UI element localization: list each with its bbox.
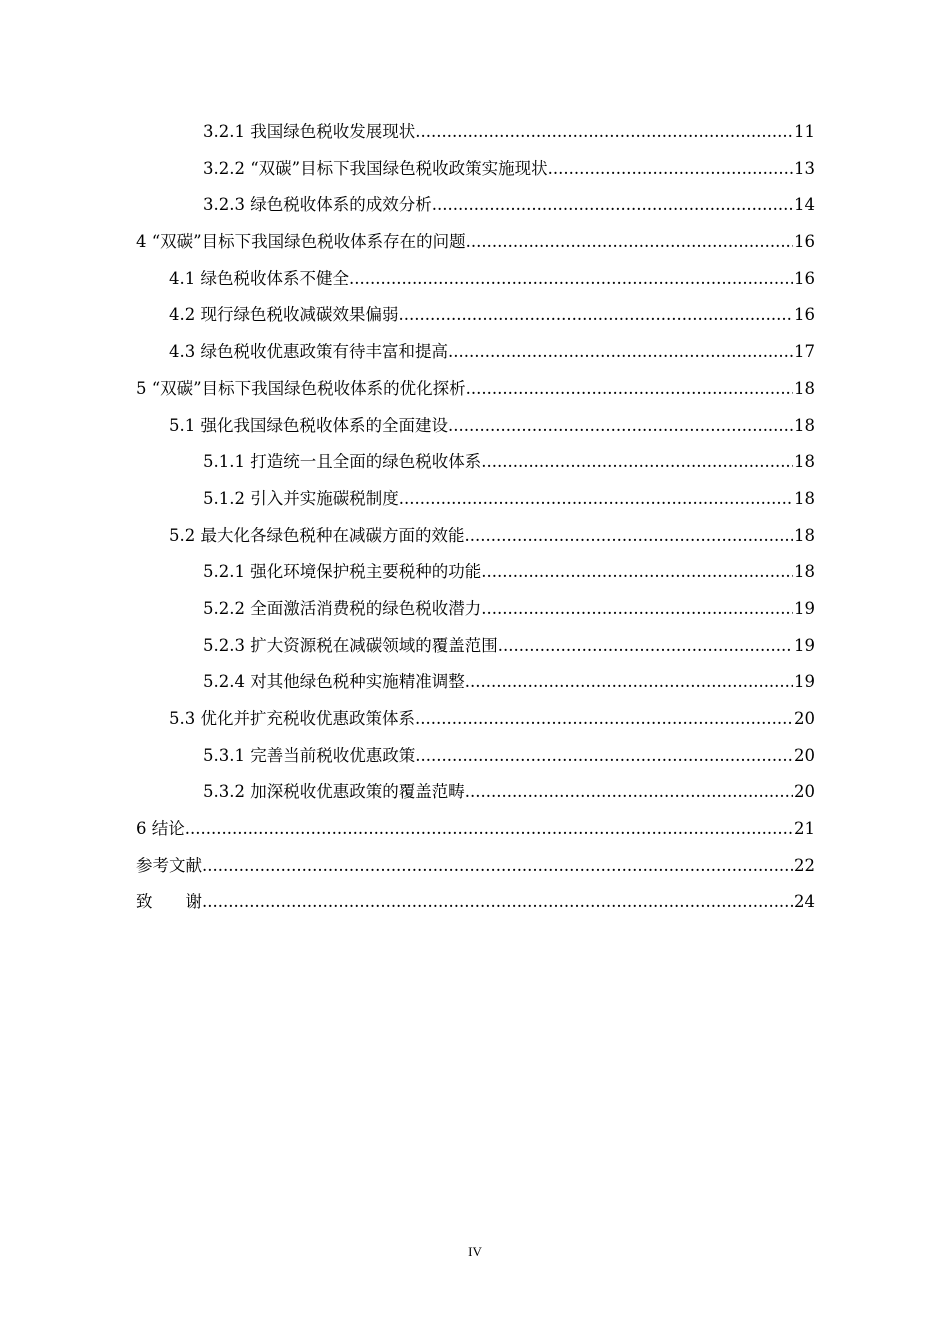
toc-entry-title: 3.2.2 “双碳”目标下我国绿色税收政策实施现状 — [203, 158, 548, 178]
toc-entry[interactable] — [136, 371, 815, 408]
dot-leader — [466, 224, 793, 261]
toc-entry-page: 18 — [794, 378, 815, 398]
dot-leader — [415, 701, 793, 738]
toc-entry-title: 4 “双碳”目标下我国绿色税收体系存在的问题 — [136, 232, 466, 252]
dot-leader — [481, 444, 793, 481]
toc-entry[interactable] — [136, 848, 815, 885]
dot-leader — [185, 811, 793, 848]
toc-entry[interactable] — [136, 114, 815, 151]
toc-entry-page: 18 — [794, 562, 815, 582]
toc-entry[interactable] — [136, 444, 815, 481]
toc-entry[interactable] — [136, 701, 815, 738]
toc-entry-page: 22 — [794, 855, 815, 875]
toc-entry-title: 4.1 绿色税收体系不健全 — [169, 268, 349, 288]
toc-entry-page: 18 — [794, 525, 815, 545]
toc-entry-page: 18 — [794, 488, 815, 508]
toc-entry-title: 致 谢 — [136, 892, 202, 912]
dot-leader — [399, 481, 793, 518]
toc-entry[interactable] — [136, 408, 815, 445]
dot-leader — [481, 554, 793, 591]
toc-entry-page: 18 — [794, 415, 815, 435]
toc-entry-title: 4.3 绿色税收优惠政策有待丰富和提高 — [169, 342, 448, 362]
dot-leader — [415, 114, 793, 151]
toc-entry-page: 18 — [794, 452, 815, 472]
toc-entry-page: 11 — [794, 122, 815, 141]
toc-entry[interactable] — [136, 481, 815, 518]
toc-entry[interactable] — [136, 334, 815, 371]
dot-leader — [498, 628, 793, 665]
toc-entry-page: 19 — [794, 672, 815, 692]
toc-entry[interactable] — [136, 261, 815, 298]
toc-entry-title: 6 结论 — [136, 819, 185, 839]
toc-entry-page: 16 — [794, 268, 815, 288]
toc-entry-title: 5.3.2 加深税收优惠政策的覆盖范畴 — [203, 782, 465, 802]
dot-leader — [465, 518, 794, 555]
dot-leader — [548, 151, 793, 188]
dot-leader — [465, 664, 793, 701]
toc-entry-page: 24 — [794, 892, 815, 912]
dot-leader — [202, 848, 793, 885]
toc-entry-title: 5 “双碳”目标下我国绿色税收体系的优化探析 — [136, 378, 466, 398]
toc-entry-title: 5.1.2 引入并实施碳税制度 — [203, 488, 399, 508]
toc-entry-title: 5.3 优化并扩充税收优惠政策体系 — [169, 709, 415, 728]
toc-entry-title: 5.2.2 全面激活消费税的绿色税收潜力 — [203, 598, 482, 618]
dot-leader — [415, 738, 793, 775]
dot-leader — [202, 884, 793, 921]
toc-entry[interactable] — [136, 884, 815, 921]
dot-leader — [349, 261, 793, 298]
toc-entry-page: 14 — [794, 195, 815, 215]
toc-entry[interactable] — [136, 628, 815, 665]
toc-entry-title: 5.1.1 打造统一且全面的绿色税收体系 — [203, 452, 482, 472]
toc-entry-page: 19 — [794, 635, 815, 655]
toc-entry-title: 5.2 最大化各绿色税种在减碳方面的效能 — [169, 525, 465, 545]
dot-leader — [466, 371, 793, 408]
toc-entry-page: 20 — [794, 782, 815, 802]
toc-entry-title: 3.2.1 我国绿色税收发展现状 — [203, 122, 416, 141]
toc-entry-page: 13 — [794, 158, 815, 178]
toc-entry[interactable] — [136, 664, 815, 701]
toc-entry-page: 16 — [794, 232, 815, 252]
toc-entry-title: 5.3.1 完善当前税收优惠政策 — [203, 745, 416, 765]
toc-entry-page: 21 — [794, 819, 815, 839]
toc-entry[interactable] — [136, 518, 815, 555]
toc-entry[interactable] — [136, 151, 815, 188]
table-of-contents — [136, 114, 815, 921]
toc-entry[interactable] — [136, 554, 815, 591]
toc-entry[interactable] — [136, 738, 815, 775]
dot-leader — [465, 774, 793, 811]
toc-entry-page: 17 — [794, 342, 815, 362]
toc-entry[interactable] — [136, 297, 815, 334]
toc-entry-title: 3.2.3 绿色税收体系的成效分析 — [203, 195, 432, 215]
dot-leader — [448, 334, 793, 371]
toc-entry-page: 20 — [794, 745, 815, 765]
toc-entry[interactable] — [136, 187, 815, 224]
toc-entry-title: 5.1 强化我国绿色税收体系的全面建设 — [169, 415, 448, 435]
toc-entry-title: 参考文献 — [136, 855, 202, 875]
toc-entry[interactable] — [136, 224, 815, 261]
page-number-footer: IV — [468, 1244, 482, 1259]
toc-entry-title: 5.2.1 强化环境保护税主要税种的功能 — [203, 562, 482, 582]
toc-entry-title: 4.2 现行绿色税收减碳效果偏弱 — [169, 305, 399, 325]
toc-entry[interactable] — [136, 774, 815, 811]
toc-entry[interactable] — [136, 811, 815, 848]
toc-entry-title: 5.2.3 扩大资源税在减碳领域的覆盖范围 — [203, 635, 498, 655]
toc-entry-page: 20 — [794, 709, 815, 728]
dot-leader — [399, 297, 794, 334]
toc-entry-page: 16 — [794, 305, 815, 325]
dot-leader — [448, 408, 793, 445]
toc-entry-title: 5.2.4 对其他绿色税种实施精准调整 — [203, 672, 465, 692]
toc-entry[interactable] — [136, 591, 815, 628]
toc-entry-page: 19 — [794, 598, 815, 618]
dot-leader — [481, 591, 793, 628]
dot-leader — [432, 187, 793, 224]
